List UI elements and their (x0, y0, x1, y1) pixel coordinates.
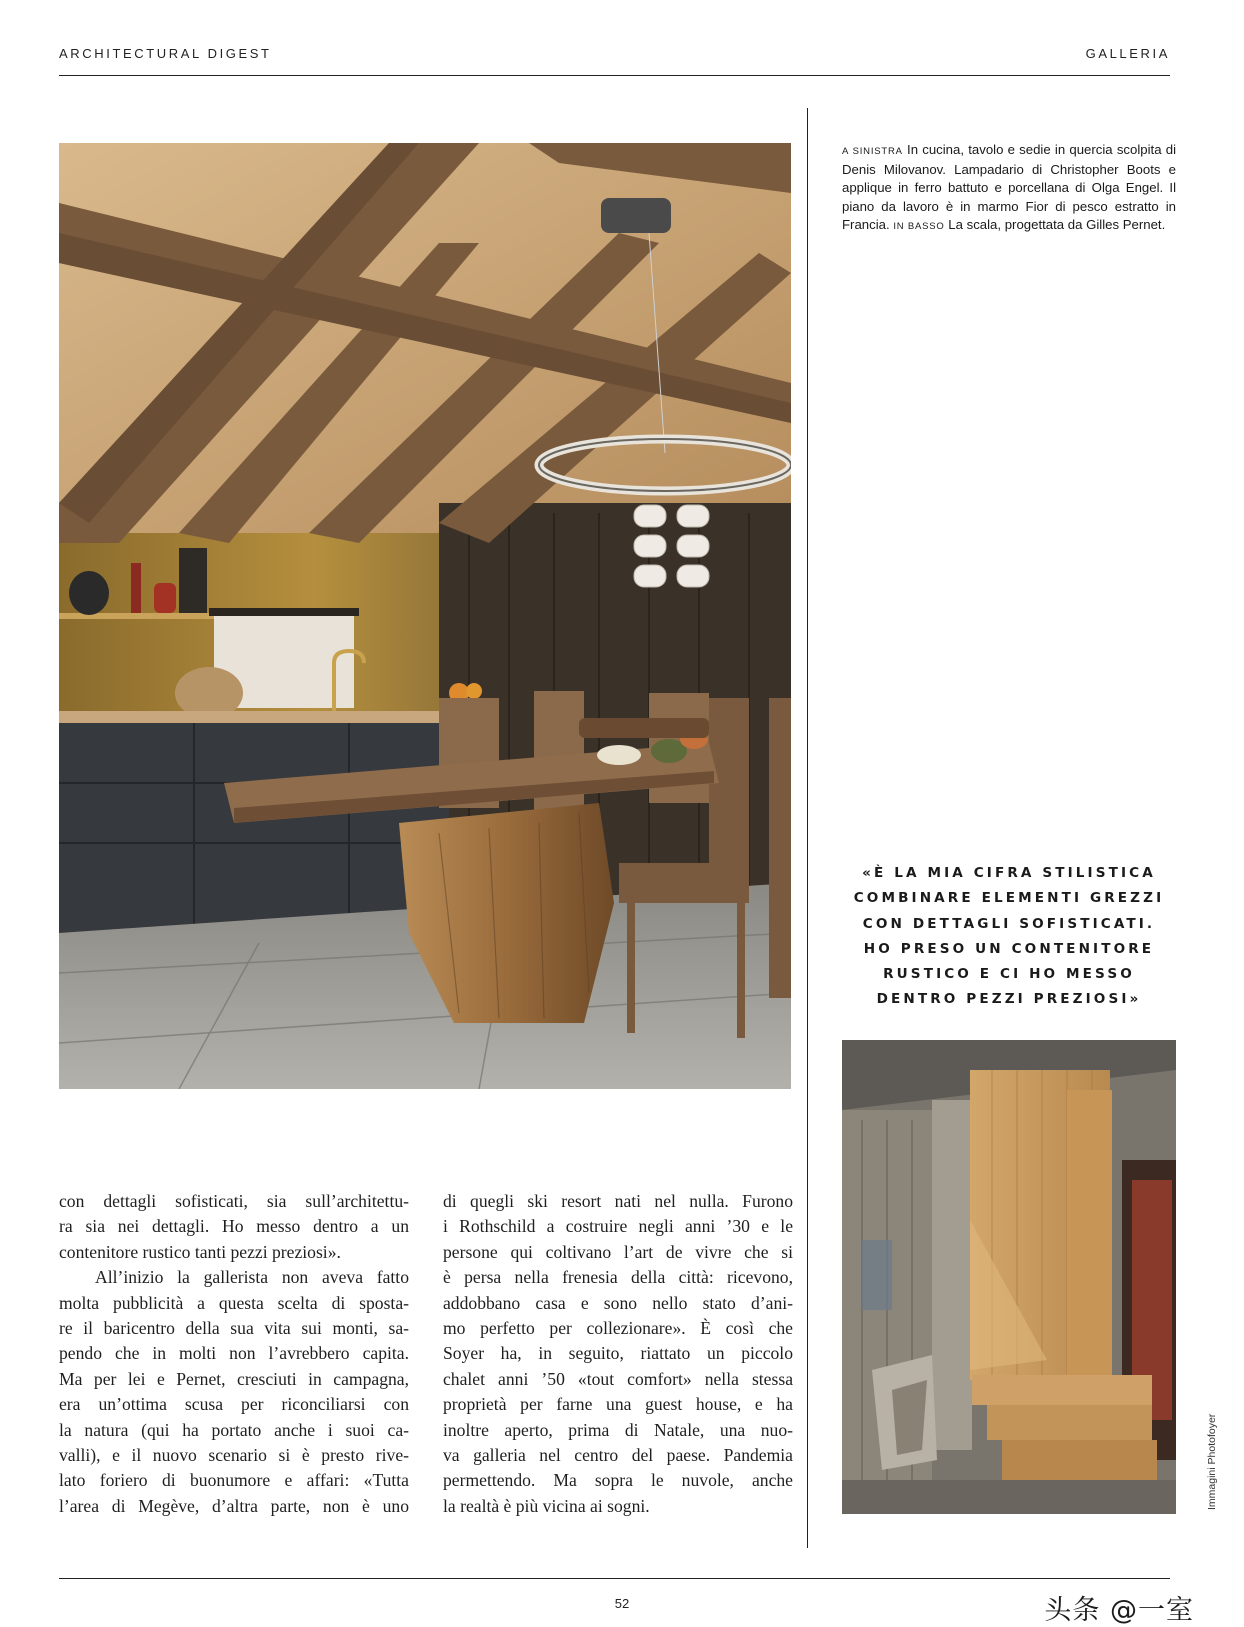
watermark: 头条 @一室 (1044, 1595, 1194, 1626)
text-line: persone qui coltivano l’art de vivre che si (443, 1241, 793, 1262)
text-line: la natura (qui ha portato anche i suoi ca- (59, 1419, 409, 1440)
magazine-title: ARCHITECTURAL DIGEST (59, 46, 272, 61)
caption-text-stair: La scala, progettata da Gilles Pernet. (948, 216, 1166, 232)
text-line: la realtà è più vicina ai sogni. (443, 1495, 650, 1516)
column-divider (807, 108, 808, 1548)
quote-line: CON DETTAGLI SOFISTICATI. (862, 915, 1156, 932)
text-line: All’inizio la gallerista non aveva fatto (95, 1267, 409, 1288)
text-line: re il baricentro della sua vita sui monti, sa- (59, 1318, 409, 1339)
text-line: proprietà per farne una guest house, e ha (443, 1394, 793, 1415)
top-rule (59, 75, 1170, 76)
quote-line: RUSTICO E CI HO MESSO (883, 966, 1135, 983)
text-line: lato foriero di buonumore e affari: «Tutta (59, 1470, 409, 1491)
staircase-photo (842, 1040, 1176, 1514)
text-line: mo perfetto per collezionare». È così che (443, 1318, 793, 1339)
text-line: di quegli ski resort nati nel nulla. Furono (443, 1191, 793, 1211)
article-column-1 (59, 1189, 409, 1519)
quote-line: DENTRO PEZZI PREZIOSI» (876, 991, 1142, 1008)
text-line: i Rothschild a costruire negli anni ’30 e le (443, 1216, 793, 1237)
quote-line: «È LA MIA CIFRA STILISTICA (862, 865, 1156, 881)
article-column-2 (443, 1189, 793, 1519)
text-line: l’area di Megève, d’altra parte, non è uno (59, 1495, 409, 1516)
caption-text-kitchen: In cucina, tavolo e sedie in quercia scolpita di Denis Milovanov. Lampadario di Christopher Boots e applique in ferro battuto e porcellana di Olga Engel. Il piano da lavoro è in marmo Fior di pesco estratto in Francia. (842, 142, 1177, 232)
text-line: era un’ottima scusa per riconciliarsi con (59, 1394, 409, 1415)
text-line: contenitore rustico tanti pezzi preziosi». (59, 1241, 341, 1262)
text-line: è persa nella frenesia della città: ricevono, (443, 1267, 793, 1288)
text-line: permettendo. Ma sopra le nuvole, anche (443, 1470, 793, 1491)
text-line: chalet anni ’50 «tout comfort» nella stessa (443, 1368, 793, 1389)
text-line: con dettagli sofisticati, sia sull’architettu- (59, 1191, 409, 1211)
photo-caption (842, 141, 1176, 236)
page-number: 52 (614, 1596, 630, 1611)
caption-label-left: A SINISTRA (842, 146, 903, 157)
caption-label-below: IN BASSO (893, 220, 945, 232)
photo-credit: Immagini Photofoyer (1206, 1413, 1218, 1510)
text-line: ra sia nei dettagli. Ho messo dentro a un (59, 1216, 409, 1237)
text-line: Ma per lei e Pernet, cresciuti in campagna, (59, 1368, 409, 1389)
text-line: addobbano casa e sono nello stato d’ani- (443, 1292, 793, 1313)
text-line: valli), e il nuovo scenario si è presto rive- (59, 1445, 409, 1466)
text-line: Soyer ha, in seguito, riattato un piccolo (443, 1343, 793, 1364)
text-line: va galleria nel centro del paese. Pandemia (443, 1445, 793, 1466)
text-line: molta pubblicità a questa scelta di sposta- (59, 1292, 409, 1313)
section-title: GALLERIA (1085, 46, 1170, 61)
pull-quote (830, 861, 1188, 1013)
text-line: pendo che in molti non l’avrebbero capita. (59, 1343, 409, 1364)
text-line: inoltre aperto, prima di Natale, una nuo- (443, 1419, 793, 1440)
bottom-rule (59, 1578, 1170, 1579)
quote-line: HO PRESO UN CONTENITORE (863, 940, 1155, 957)
quote-line: COMBINARE ELEMENTI GREZZI (853, 890, 1165, 907)
kitchen-photo (59, 143, 791, 1089)
